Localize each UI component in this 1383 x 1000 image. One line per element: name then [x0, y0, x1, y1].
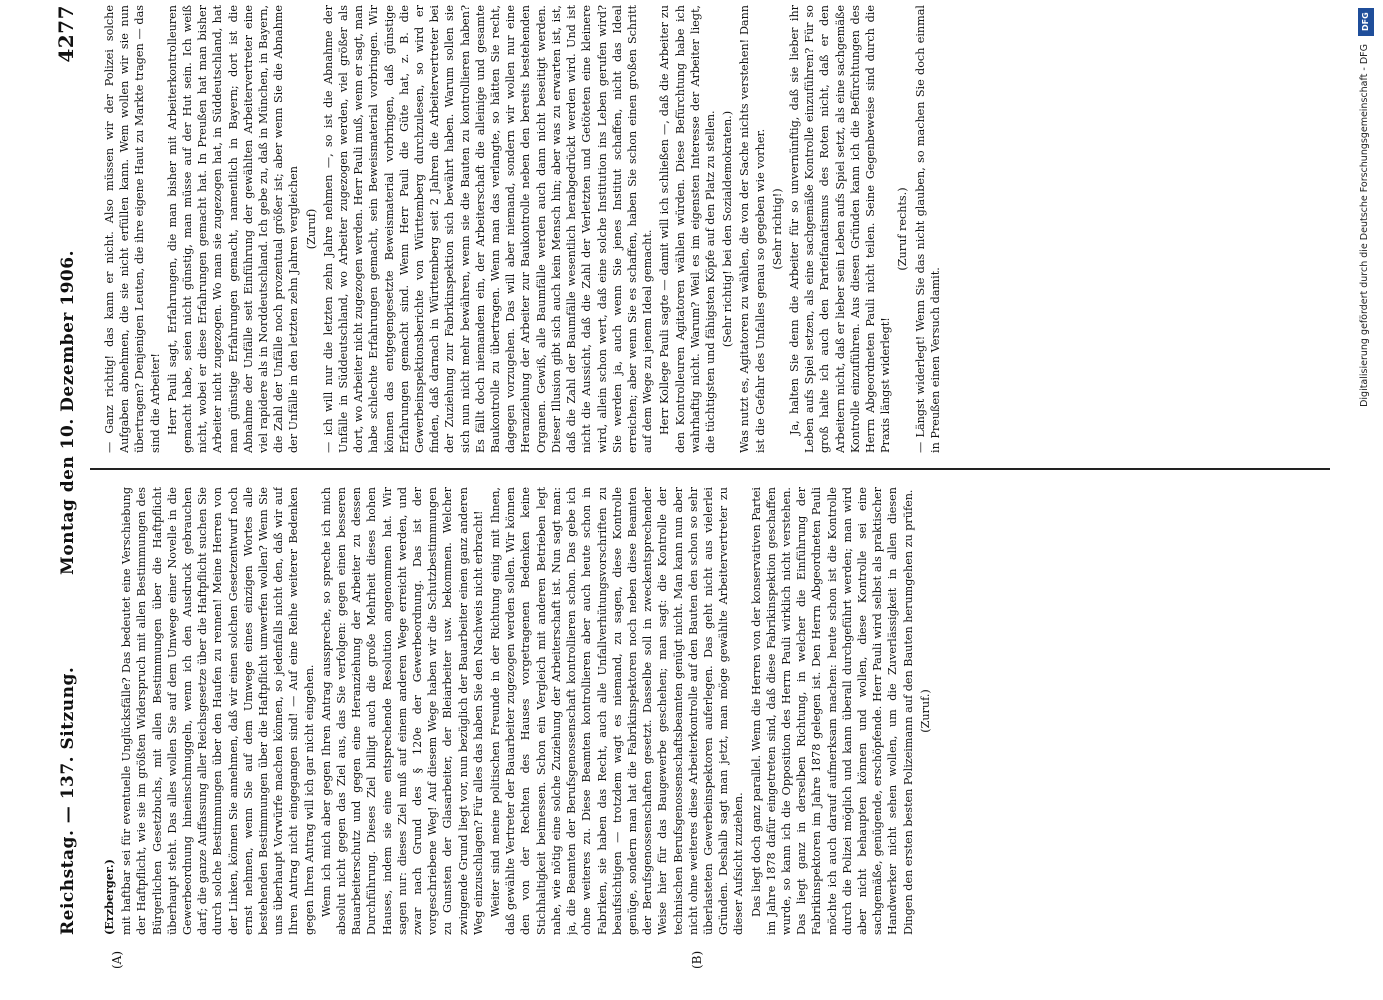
rotated-page-content: [50, 5, 1330, 969]
paragraph: Was nutzt es, Agitatoren zu wählen, die von der Sache nichts verstehen! Dann ist die Gefahr des Unfalles genau so gegeben wie vorher.: [738, 5, 767, 453]
dfg-stamp: [1355, 8, 1377, 698]
paragraph: Weiter sind meine politischen Freunde in der Richtung einig mit Ihnen, daß gewählte Vertreter der Bauarbeiter zugezogen werden sollen. Wir können den von der Rechten des Hauses vorgetragenen Bedenken keine Stichhaltigkeit beimessen. Schon ein Vergleich mit anderen Betrieben legt nahe, wie nötig eine solche Zuziehung der Arbeiterschaft ist. Nun sagt man: ja, die Beamten der Berufsgenossenschaft kontrollieren schon. Das gebe ich ohne weiteres zu. Diese Beamten kontrollieren aber auch heute schon in Fabriken, sie haben das Recht, auch alle Unfallverhütungsvorschriften zu beaufsichtigen — trotzdem wagt es niemand, zu sagen, diese Kontrolle genüge, sondern man hat die Fabrikinspektoren noch neben diese Beamten der Berufsgenossenschaften gesetzt. Dasselbe soll in zweckentsprechender Weise hier für das Baugewerbe geschehen; man sagt: die Kontrolle der technischen Berufsgenossenschaftsbeamten genügt nicht. Man kann nun aber nicht ohne weiteres diese Arbeiterkontrolle auf den Bauten den schon so sehr überlasteten Gewerbeinspektoren auferlegen. Das geht nicht aus vielerlei Gründen. Deshalb sagt man jetzt, man möge gewählte Arbeitervertreter zu dieser Aufsicht zuziehen.: [489, 487, 746, 935]
speaker-caption: (Erzberger.): [102, 859, 116, 935]
page-number: 4277: [54, 5, 78, 63]
margin-mark-b: (B): [690, 950, 704, 969]
column-divider: [90, 468, 1330, 470]
paragraph: Ja, halten Sie denn die Arbeiter für so unvernünftig, daß sie lieber ihr Leben aufs Spiel setzen, als eine sachgemäße Kontrolle einzuführen? Für so groß halte ich auch den Parteifanatismus des Roten nicht, daß er den Arbeitern nicht, daß er lieber sein Leben aufs Spiel setzt, als eine sachgemäße Kontrolle einzuführen. Aus diesen Gründen kann ich die Befürchtungen des Herrn Abgeordneten Pauli nicht teilen. Seine Gegenbeweise sind durch die Praxis längst widerlegt!: [787, 5, 893, 453]
paragraph: — Ganz richtig! das kann er nicht. Also müssen wir der Polizei solche Aufgaben abnehmen, die sie nicht erfüllen kann. Wem wollen wir sie nun übertragen? Denjenigen Leuten, die ihre eigene Haut zu Markte tragen — das sind die Arbeiter!: [103, 5, 162, 453]
interjection: (Zuruf.): [918, 689, 932, 733]
paragraph: Herr Pauli sagt, Erfahrungen, die man bisher mit Arbeiterkontrolleuren gemacht habe, seien nicht günstig, man müsse auf der Hut sein. Ich weiß nicht, wobei er diese Erfahrungen gemacht hat. In Preußen hat man bisher Arbeiter nicht zugezogen. Wo man sie zugezogen hat, in Süddeutschland, hat man günstige Erfahrungen gemacht, namentlich in Bayern; dort ist die Abnahme der Unfälle seit Einführung der gewählten Arbeitervertreter eine viel rapidere als in Norddeutschland. Ich gebe zu, daß in München, in Bayern, die Zahl der Unfälle noch prozentual größer ist; aber wenn Sie die Abnahme der Unfälle in den letzten zehn Jahren vergleichen: [165, 5, 301, 453]
margin-mark-a: (A): [110, 950, 124, 969]
left-column: [102, 487, 1327, 935]
interjection: (Zuruf rechts.): [896, 187, 910, 271]
paragraph: Herr Kollege Pauli sagte — damit will ich schließen —, daß die Arbeiter zu den Kontrolleuren Agitatoren wählen würden. Diese Befürchtung habe ich wahrhaftig nicht. Warum? Weil es im eigensten Interesse der Arbeiter liegt, die tüchtigsten und fähigsten Köpfe auf den Platz zu stellen.: [658, 5, 717, 453]
paragraph: — Längst widerlegt! Wenn Sie das nicht glauben, so machen Sie doch einmal in Preußen einen Versuch damit.: [913, 5, 942, 453]
interjection: (Sehr richtig! bei den Sozialdemokraten.): [721, 110, 735, 348]
right-column: [102, 5, 1327, 453]
paragraph: Wenn ich mich aber gegen Ihren Antrag ausspreche, so spreche ich mich absolut nicht gegen das Ziel aus, das Sie verfolgen: gegen einen besseren Bauarbeiterschutz und gegen eine Heranziehung der Arbeiter zu dessen Durchführung. Dieses Ziel billigt auch die große Mehrheit dieses hohen Hauses, indem sie eine entsprechende Resolution angenommen hat. Wir sagen nur: dieses Ziel muß auf einem anderen Wege erreicht werden, und zwar nach Grund des § 120e der Gewerbeordnung. Das ist der vorgeschriebene Weg! Auf diesem Wege haben wir die Schutzbestimmungen zu Gunsten der Glasarbeiter, der Bleiarbeiter usw. bekommen. Welcher zwingende Grund liegt vor, nun bezüglich der Bauarbeiter einen ganz anderen Weg einzuschlagen? Für alles das haben Sie den Nachweis nicht erbracht!: [319, 487, 485, 935]
paragraph: Das liegt doch ganz parallel. Wenn die Herren von der konservativen Partei im Jahre 1878 dafür eingetreten sind, daß diese Fabrikinspektion geschaffen wurde, so kann ich die Opposition des Herrn Pauli wirklich nicht verstehen. Das liegt ganz in derselben Richtung, in welcher die Einführung der Fabrikinspektoren im Jahre 1878 gelegen ist. Den Herrn Abgeordneten Pauli möchte ich auch darauf aufmerksam machen: heute schon ist die Kontrolle durch die Polizei möglich und kann überall durchgeführt werden; man wird aber nicht behaupten können und wollen, diese Kontrolle sei eine sachgemäße, genügende, erschöpfende. Herr Pauli wird selbst als praktischer Handwerker nicht sehen wollen, um die Zuverlässigkeit in allen diesen Dingen den ersten besten Polizeimann auf den Bauten herumgehen zu prüfen.: [749, 487, 915, 935]
header-date: Montag den 10. Dezember 1906.: [58, 250, 78, 575]
paragraph: — ich will nur die letzten zehn Jahre nehmen —, so ist die Abnahme der Unfälle in Süddeutschland, wo Arbeiter zugezogen werden, viel größer als dort, wo Arbeiter nicht zugezogen werden. Herr Pauli muß, wenn er sagt, man habe schlechte Erfahrungen gemacht, sein Beweismaterial vorbringen. Wir können das entgegengesetzte Beweismaterial vorbringen, daß günstige Erfahrungen gemacht sind. Wenn Herr Pauli die Güte hat, z. B. die Gewerbeinspektionsberichte von Württemberg durchzulesen, so wird er finden, daß darnach in Württemberg seit 2 Jahren die Arbeitervertreter bei der Zuziehung zur Fabrikinspektion sich bewährt haben. Warum sollen sie sich nun nicht mehr bewähren, wenn sie die Bauten zu kontrollieren haben? Es fällt doch niemandem ein, der Arbeiterschaft die alleinige und gesamte Baukontrolle zu übertragen. Wenn man das verlangte, so hätten Sie recht, dagegen vorzugehen. Das will aber niemand, sondern wir wollen nur eine Heranziehung der Arbeiter zur Baukontrolle neben den bereits bestehenden Organen. Gewiß, alle Baumfälle werden auch dann nicht beseitigt werden. Dieser Illusion gibt sich auch kein Mensch hin; aber was zu erwarten ist, ist, daß die Zahl der Baumfälle wesentlich herabgedrückt werden wird. Und ist nicht die Aussicht, daß die Zahl der Verletzten und Getöteten eine kleinere wird, allein schon wert, daß eine solche Institution ins Leben gerufen wird? Sie werden ja, auch wenn Sie jenes Institut schaffen, nicht das Ideal erreichen; aber wenn Sie es schaffen, haben Sie schon einen großen Schritt auf dem Wege zu jenem Ideal gemacht.: [321, 5, 655, 453]
page-header: [50, 5, 90, 935]
paragraph: mit haftbar sei für eventuelle Unglücksfälle? Das bedeutet eine Verschiebung der Haftpflicht, wie sie im größten Widerspruch mit allen Bestimmungen des Bürgerlichen Gesetzbuchs, mit allen Bestimmungen über die Haftpflicht überhaupt steht. Das alles wollen Sie auf dem Umwege einer Novelle in die Gewerbeordnung hineinschmuggeln, wenn ich den Ausdruck gebrauchen darf; die ganze Auffassung aller Reichsgesetze über die Haftpflicht suchen Sie durch solche Bestimmungen über den Haufen zu rennen! Meine Herren von der Linken, können Sie annehmen, daß wir einen solchen Gesetzentwurf noch ernst nehmen, wenn Sie auf dem Umwege eines einzigen Wortes alle bestehenden Bestimmungen über die Haftpflicht umwerfen wollen? Wenn Sie uns überhaupt Vorwürfe machen können, so jedenfalls nicht den, daß wir auf Ihren Antrag nicht eingegangen sind! — Auf eine Reihe weiterer Bedenken gegen Ihren Antrag will ich gar nicht eingehen.: [120, 487, 316, 935]
dfg-logo-icon: DFG: [1358, 8, 1374, 36]
header-session: Reichstag. — 137. Sitzung.: [58, 666, 78, 935]
interjection: (Sehr richtig!): [770, 188, 784, 270]
interjection: (Zuruf): [304, 208, 318, 250]
dfg-funding-note: Digitalisierung gefördert durch die Deutsche Forschungsgemeinschaft - DFG: [1359, 44, 1370, 407]
